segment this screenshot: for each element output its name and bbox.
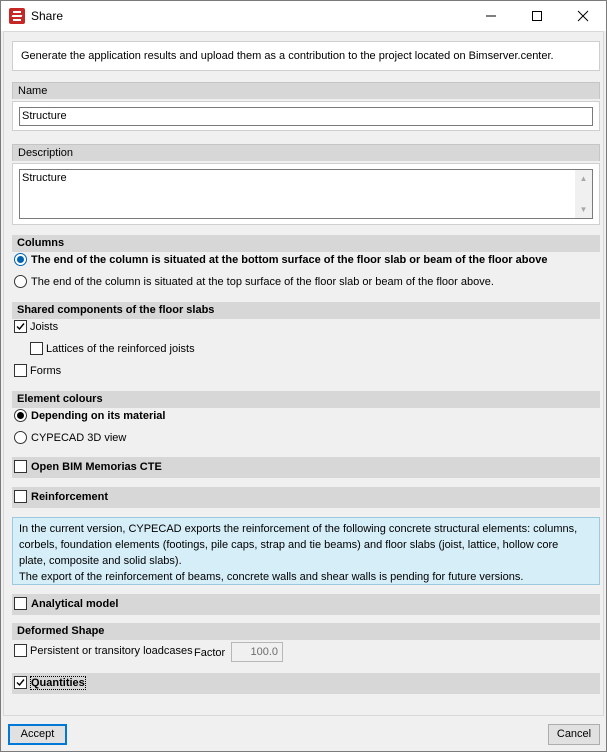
reinforcement-label: Reinforcement: [31, 491, 109, 503]
lattices-label: Lattices of the reinforced joists: [46, 343, 195, 355]
analytical-model-label: Analytical model: [31, 598, 119, 610]
radio-selected-icon[interactable]: [14, 409, 27, 422]
dialog-content: [3, 31, 604, 716]
checkbox-unchecked-icon[interactable]: [14, 490, 27, 503]
dialog-footer: [1, 717, 606, 751]
open-bim-memorias-label: Open BIM Memorias CTE: [31, 461, 162, 473]
scroll-down-icon[interactable]: ▼: [579, 205, 588, 214]
maximize-button[interactable]: [514, 1, 560, 31]
checkbox-unchecked-icon[interactable]: [14, 597, 27, 610]
intro-text: Generate the application results and upload them as a contribution to the project located on Bimserver.center.: [21, 50, 554, 62]
joists-label: Joists: [30, 321, 59, 333]
quantities-section[interactable]: [12, 673, 600, 694]
info-line: plate, composite and solid slabs).: [19, 555, 182, 567]
colour-option-material-label: Depending on its material: [31, 410, 166, 422]
intro-panel: [12, 41, 600, 71]
radio-unselected-icon[interactable]: [14, 431, 27, 444]
factor-input[interactable]: 100.0: [231, 642, 283, 662]
close-button[interactable]: [560, 1, 606, 31]
forms-label: Forms: [30, 365, 62, 377]
description-textarea[interactable]: [19, 169, 593, 219]
info-line: The export of the reinforcement of beams, concrete walls and shear walls is pending for future versions.: [19, 571, 524, 583]
info-line: In the current version, CYPECAD exports the reinforcement of the following concrete structural elements: columns,: [19, 523, 578, 535]
maximize-icon: [531, 10, 543, 22]
element-colours-header: Element colours: [12, 391, 600, 408]
open-bim-memorias-section[interactable]: [12, 457, 600, 478]
checkbox-checked-icon[interactable]: [14, 676, 27, 689]
persistent-loadcases-label: Persistent or transitory loadcases: [30, 645, 193, 657]
analytical-model-section[interactable]: [12, 594, 600, 615]
checkbox-unchecked-icon[interactable]: [14, 460, 27, 473]
title-bar[interactable]: [1, 1, 606, 31]
radio-unselected-icon[interactable]: [14, 275, 27, 288]
checkbox-unchecked-icon[interactable]: [30, 342, 43, 355]
name-group-header: Name: [12, 82, 600, 99]
forms-checkbox[interactable]: [14, 363, 61, 381]
description-group: [12, 163, 600, 225]
deformed-shape-header: Deformed Shape: [12, 623, 600, 640]
quantities-label: Quantities: [31, 677, 85, 689]
close-icon: [577, 10, 589, 22]
factor-label: Factor: [194, 647, 226, 659]
description-group-header: Description: [12, 144, 600, 161]
reinforcement-section[interactable]: [12, 487, 600, 508]
colour-option-material[interactable]: [14, 408, 165, 426]
columns-header: Columns: [12, 235, 600, 252]
shared-components-header: Shared components of the floor slabs: [12, 302, 600, 319]
colour-option-3dview-label: CYPECAD 3D view: [31, 432, 127, 444]
columns-option-top-label: The end of the column is situated at the top surface of the floor slab or beam of the floor above.: [31, 276, 494, 288]
cancel-button[interactable]: Cancel: [548, 724, 600, 745]
reinforcement-info-note: [12, 517, 600, 585]
scroll-up-icon[interactable]: ▲: [579, 174, 588, 183]
description-scrollbar[interactable]: [575, 170, 592, 218]
description-text: Structure: [22, 172, 67, 184]
joists-checkbox[interactable]: [14, 319, 58, 337]
radio-selected-icon[interactable]: [14, 253, 27, 266]
accept-button[interactable]: Accept: [8, 724, 67, 745]
checkbox-unchecked-icon[interactable]: [14, 364, 27, 377]
name-input[interactable]: Structure: [19, 107, 593, 126]
columns-option-bottom-label: The end of the column is situated at the bottom surface of the floor slab or beam of the floor above: [31, 254, 548, 266]
name-group: [12, 101, 600, 131]
minimize-icon: [485, 10, 497, 22]
colour-option-3dview[interactable]: [14, 430, 126, 448]
lattices-checkbox[interactable]: [30, 341, 195, 359]
minimize-button[interactable]: [468, 1, 514, 31]
persistent-loadcases-checkbox[interactable]: [14, 643, 193, 661]
columns-option-top[interactable]: [14, 274, 494, 292]
window-title: Share: [31, 9, 64, 23]
checkbox-checked-icon[interactable]: [14, 320, 27, 333]
checkbox-unchecked-icon[interactable]: [14, 644, 27, 657]
cypecad-app-icon: [9, 8, 25, 24]
columns-option-bottom[interactable]: [14, 252, 547, 270]
info-line: corbels, foundation elements (footings, pile caps, strap and tie beams) and floor slabs (joist, lattice, hollow core: [19, 539, 559, 551]
